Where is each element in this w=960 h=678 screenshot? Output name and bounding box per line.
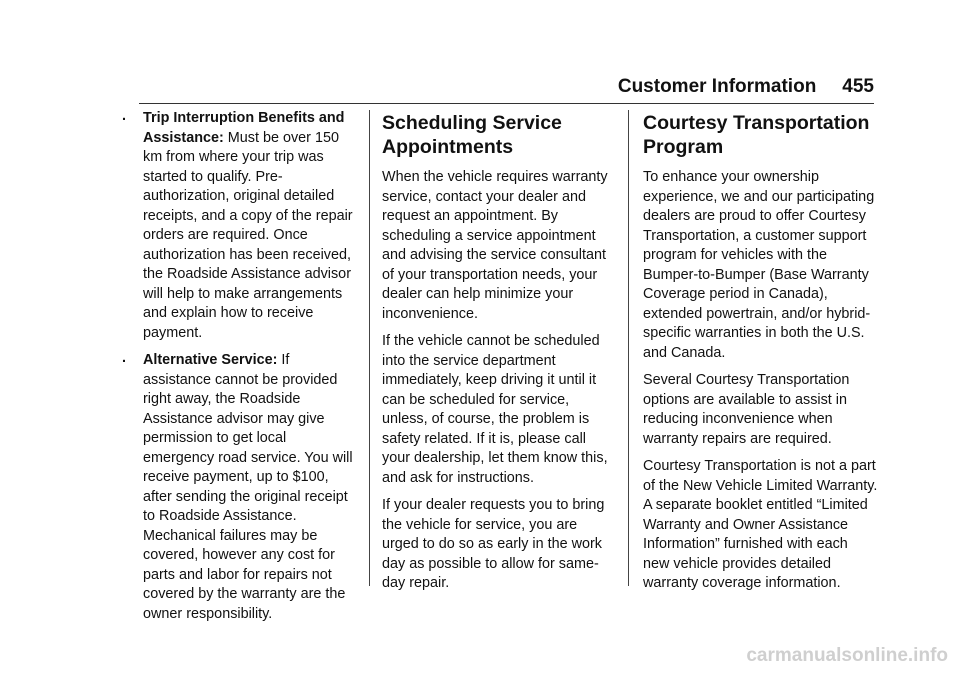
section-heading-scheduling: Scheduling Service Appointments bbox=[382, 112, 562, 158]
column-middle bbox=[382, 109, 612, 602]
paragraph: If the vehicle cannot be scheduled into the service department immediately, keep driving it until it can be scheduled for service, unless, of course, the problem is safety related. If it is, please call your dealership, let them know this, and ask for instructions. bbox=[382, 333, 608, 486]
bullet-dot-icon: . bbox=[122, 350, 126, 366]
paragraph: If your dealer requests you to bring the vehicle for service, you are urged to do so as early in the work day as possible to allow for same-day repair. bbox=[382, 497, 605, 591]
section-title: Customer Information bbox=[617, 76, 817, 97]
bullet-text: If assistance cannot be provided right away, the Roadside Assistance advisor may give permission to get local emergency road service. You will receive payment, up to $100, after sending the original receipt to Roadside Assistance. Mechanical failures may be covered, however any cost for parts and labor for repairs not covered by the warranty are the owner responsibility. bbox=[143, 352, 353, 622]
page-number: 455 bbox=[842, 76, 874, 97]
bullet-term: Alternative Service: bbox=[143, 352, 278, 368]
section-heading-courtesy: Courtesy Transportation Program bbox=[643, 112, 870, 158]
column-right bbox=[643, 109, 878, 602]
page-header bbox=[0, 76, 874, 98]
paragraph: Courtesy Transportation is not a part of the New Vehicle Limited Warranty. A separate booklet entitled “Limited Warranty and Owner Assistance Information” furnished with each new vehicle provides detailed warranty coverage information. bbox=[643, 458, 878, 591]
column-left bbox=[122, 109, 357, 632]
watermark: carmanualsonline.info bbox=[746, 645, 948, 666]
paragraph: Several Courtesy Transportation options are available to assist in reducing inconvenience when warranty repairs are required. bbox=[643, 372, 850, 447]
paragraph: When the vehicle requires warranty service, contact your dealer and request an appointment. By scheduling a service appointment and advising the service consultant of your transportation needs, your dealer can help minimize your inconvenience. bbox=[382, 169, 608, 322]
paragraph: To enhance your ownership experience, we and our participating dealers are proud to offer Courtesy Transportation, a customer support program for vehicles with the Bumper-to-Bumper (Base Warranty Coverage period in Canada), extended powertrain, and/or hybrid-specific warranties in both the U.S. and Canada. bbox=[643, 169, 875, 361]
bullet-dot-icon: . bbox=[122, 108, 126, 124]
bullet-alternative-service bbox=[122, 351, 357, 624]
column-divider bbox=[369, 110, 370, 586]
header-rule bbox=[139, 103, 874, 104]
bullet-text: Must be over 150 km from where your trip was started to qualify. Pre-authorization, original detailed receipts, and a copy of the repair orders are required. Once authorization has been received, the Roadside Assistance advisor will help to make arrangements and explain how to receive payment. bbox=[143, 129, 353, 341]
bullet-term: Trip Interruption Benefits and Assistance: bbox=[143, 110, 345, 146]
bullet-trip-interruption bbox=[122, 109, 357, 343]
column-divider bbox=[628, 110, 629, 586]
